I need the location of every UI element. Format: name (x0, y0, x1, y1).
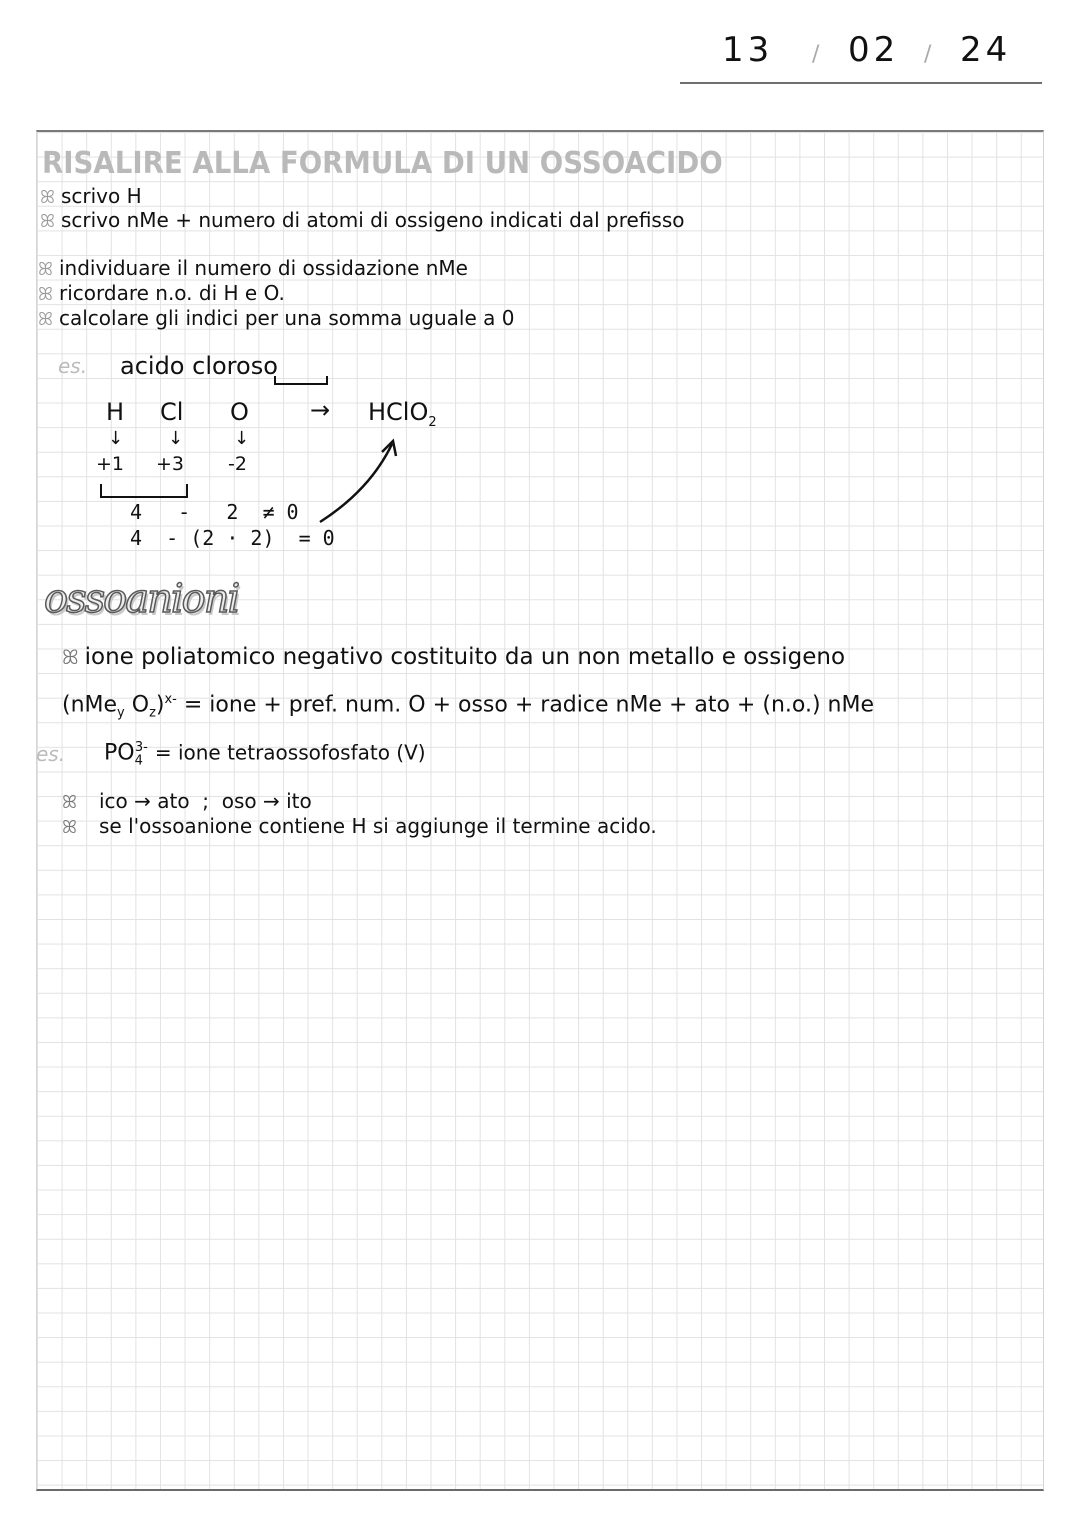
example-acid-name: acido cloroso (120, 352, 278, 380)
right-arrow-icon: → (310, 396, 331, 424)
list-item: ꕤ ione poliatomico negativo costituito da un non metallo e ossigeno (62, 644, 846, 670)
page-title: RISALIRE ALLA FORMULA DI UN OSSOACIDO (42, 146, 723, 181)
date-day: 13 (722, 30, 774, 70)
section-title: ossoanioni (44, 576, 239, 622)
list-item: ꕤ se l'ossoanione contiene H si aggiunge il termine acido. (62, 814, 657, 838)
calc-line-2: 4 - (2 · 2) = 0 (130, 526, 335, 550)
list-item: ꕤ scrivo H (40, 184, 142, 208)
date-separator: / (924, 42, 932, 67)
bow-bullet-icon: ꕤ (38, 309, 53, 330)
element-cl: Cl (160, 398, 184, 426)
example-label: es. (58, 354, 88, 378)
element-h: H (106, 398, 125, 426)
bow-bullet-icon: ꕤ (38, 259, 53, 280)
bow-bullet-icon: ꕤ (38, 284, 53, 305)
date-separator: / (812, 42, 820, 67)
oxidation-number-o: -2 (228, 453, 247, 475)
list-item: ꕤ individuare il numero di ossidazione nMe (38, 256, 468, 280)
oxidation-number-h: +1 (96, 453, 125, 475)
date-year: 24 (960, 30, 1012, 70)
general-formula: (nMe$_y$ $O_z)^{x-}$ = ione + pref. num. O + osso + radice nMe + ato + (n.o.) nMe (62, 692, 874, 721)
element-o: O (230, 398, 249, 426)
list-item: ꕤ calcolare gli indici per una somma uguale a 0 (38, 306, 515, 330)
date-month: 02 (848, 30, 900, 70)
bow-bullet-icon: ꕤ (62, 792, 77, 813)
down-arrow-icon: ↓ (168, 428, 184, 449)
example-label: es. (36, 742, 66, 766)
bow-bullet-icon: ꕤ (40, 211, 55, 232)
down-arrow-icon: ↓ (108, 428, 124, 449)
list-item: ꕤ ricordare n.o. di H e O. (38, 281, 285, 305)
down-arrow-icon: ↓ (234, 428, 250, 449)
bow-bullet-icon: ꕤ (62, 817, 77, 838)
calc-line-1: 4 - 2 ≠ 0 (130, 500, 299, 524)
oxidation-number-cl: +3 (156, 453, 185, 475)
curved-arrow-icon (0, 0, 1080, 600)
bow-bullet-icon: ꕤ (62, 645, 79, 669)
list-item: ꕤ scrivo nMe + numero di atomi di ossigeno indicati dal prefisso (40, 208, 685, 232)
result-formula: HClO$_2$ (368, 398, 437, 430)
example-ion: $PO_4^{3-}$ = ione tetraossofosfato (V) (104, 740, 426, 769)
bow-bullet-icon: ꕤ (40, 187, 55, 208)
list-item: ꕤ ico → ato ; oso → ito (62, 789, 312, 813)
